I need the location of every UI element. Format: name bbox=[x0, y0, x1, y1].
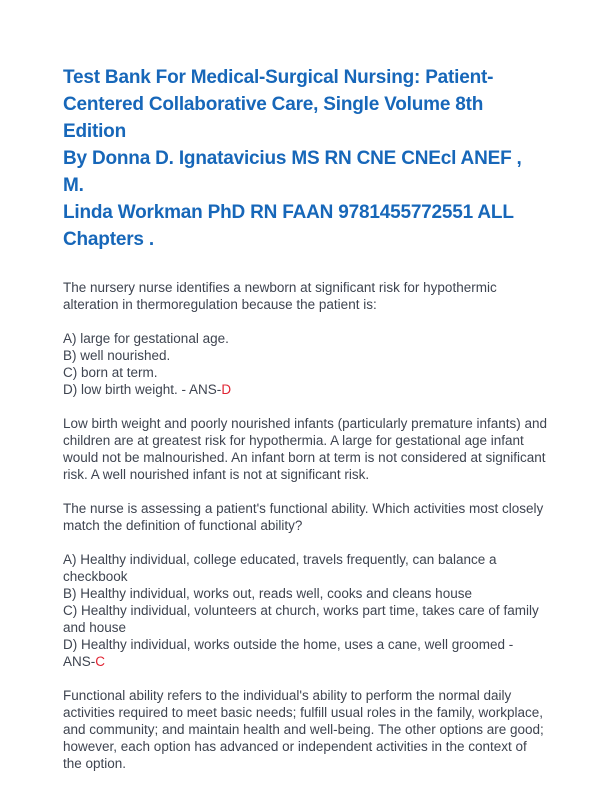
question-block-1 bbox=[63, 279, 547, 483]
option-a: A) Healthy individual, college educated, travels frequently, can balance a checkbook bbox=[63, 552, 497, 584]
document-title-line: By Donna D. Ignatavicius MS RN CNE CNEcl ANEF , M. bbox=[63, 148, 522, 196]
rationale: Functional ability refers to the individual's ability to perform the normal daily activities required to meet basic needs; fulfill usual roles in the family, workplace, and community; and maintain health and well-being. The other options are good; however, each option has advanced or independent activities in the context of the option. bbox=[63, 688, 544, 771]
option-c: C) born at term. bbox=[63, 365, 158, 380]
question-stem: The nursery nurse identifies a newborn at significant risk for hypothermic alteration in thermoregulation because the patient is: bbox=[63, 280, 497, 312]
option-c: C) Healthy individual, volunteers at church, works part time, takes care of family and house bbox=[63, 603, 539, 635]
option-b: B) well nourished. bbox=[63, 348, 171, 363]
answer-letter: C bbox=[95, 654, 106, 669]
option-d bbox=[63, 381, 547, 398]
options-list bbox=[63, 330, 547, 398]
document-title-line: Linda Workman PhD RN FAAN 9781455772551 ALL bbox=[63, 202, 514, 223]
document-title bbox=[63, 64, 547, 253]
option-d-text: D) low birth weight. bbox=[63, 382, 178, 397]
document-title-line: Test Bank For Medical-Surgical Nursing: Patient- bbox=[63, 67, 494, 88]
option-d-text: D) Healthy individual, works outside the home, uses a cane, well groomed bbox=[63, 637, 505, 652]
option-b: B) Healthy individual, works out, reads well, cooks and cleans house bbox=[63, 586, 472, 601]
answer-separator: - ANS- bbox=[177, 382, 222, 397]
answer-separator: - ANS- bbox=[63, 637, 514, 669]
answer-letter: D bbox=[221, 382, 232, 397]
options-list bbox=[63, 551, 547, 670]
question-stem: The nurse is assessing a patient's functional ability. Which activities most closely match the definition of functional ability? bbox=[63, 501, 544, 533]
document-title-line: Centered Collaborative Care, Single Volume 8th Edition bbox=[63, 94, 484, 142]
option-a: A) large for gestational age. bbox=[63, 331, 229, 346]
question-block-2 bbox=[63, 500, 547, 772]
document-title-line: Chapters . bbox=[63, 229, 154, 250]
option-d bbox=[63, 636, 547, 670]
rationale: Low birth weight and poorly nourished infants (particularly premature infants) and children are at greatest risk for hypothermia. A large for gestational age infant would not be malnourished. An infant born at term is not considered at significant risk. A well nourished infant is not at significant risk. bbox=[63, 416, 548, 482]
